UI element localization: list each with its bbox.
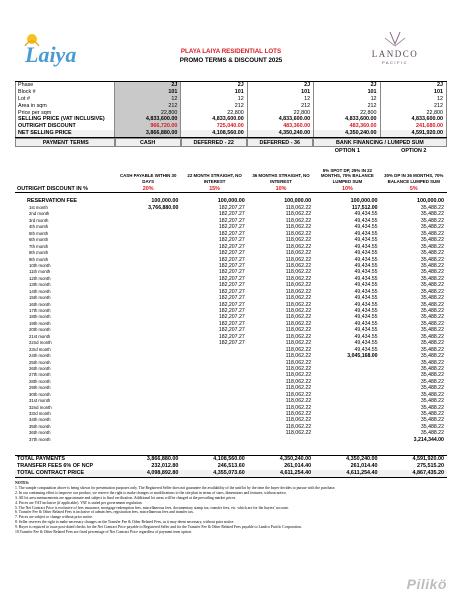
payment-amount: 118,062.22	[285, 359, 312, 366]
payment-amount: 182,207.27	[218, 327, 245, 334]
payment-amount: 118,062.22	[285, 333, 312, 340]
payment-amount: 118,062.22	[285, 320, 312, 327]
payment-terms-label: PAYMENT TERMS	[15, 138, 115, 147]
payment-amount: 182,207.27	[218, 314, 245, 321]
notes-section	[15, 481, 447, 535]
lot-info-row	[15, 96, 447, 103]
payment-amount: 182,207.27	[218, 205, 245, 212]
lot-info-row	[15, 110, 447, 117]
payment-amount: 182,207.27	[218, 237, 245, 244]
term-desc: 30% DP IN 36 MONTHS, 70% BALANCE LUMPED SUM	[384, 173, 444, 184]
payment-amount: 49,434.55	[354, 275, 378, 282]
payment-amount: 118,062.22	[285, 250, 312, 257]
term-desc: 5% SPOT DP, 25% IN 22 MONTHS, 70% BALANCE LUMPED SUM	[320, 167, 374, 184]
lot-info-value: 4,350,240.00	[248, 130, 314, 137]
payment-amount: 35,488.22	[420, 243, 444, 250]
payment-amount: 35,488.22	[420, 378, 444, 385]
payment-amount: 118,062.22	[285, 275, 312, 282]
deferred22-header: DEFERRED - 22	[181, 138, 247, 147]
discount-value: 15%	[181, 186, 247, 193]
payment-amount: 35,488.22	[420, 398, 444, 405]
payment-amount: 35,488.22	[420, 211, 444, 218]
month-label: 7th month	[29, 243, 49, 249]
payment-terms-row	[15, 138, 447, 147]
lot-info-value: 2J	[248, 82, 314, 89]
payment-amount: 49,434.55	[354, 320, 378, 327]
term-desc: 22 MONTH STRAIGHT, NO INTEREST	[187, 173, 242, 184]
payment-amount	[115, 437, 181, 443]
lot-info-value: 12	[381, 96, 447, 103]
document-title	[120, 47, 342, 65]
month-label: 9th month	[29, 256, 49, 262]
lot-info-value: 4,833,600.00	[181, 116, 247, 123]
payment-amount: 118,062.22	[285, 346, 312, 353]
payment-amount: 182,207.27	[218, 288, 245, 295]
logo-right-text: LANDCO	[371, 49, 419, 59]
lot-info-row	[15, 89, 447, 96]
payment-amount: 35,488.22	[420, 385, 444, 392]
lot-info-row	[15, 103, 447, 110]
totals-value: 4,591,920.00	[412, 456, 444, 463]
payment-amount: 35,488.22	[420, 314, 444, 321]
payment-amount: 182,207.27	[218, 308, 245, 315]
discount-value: 5%	[381, 186, 447, 193]
month-label: 3rd month	[29, 217, 49, 223]
payment-amount: 35,488.22	[420, 320, 444, 327]
month-label: 14th month	[29, 288, 51, 294]
payment-amount: 182,207.27	[218, 320, 245, 327]
payment-amount: 35,488.22	[420, 333, 444, 340]
title-line-2: PROMO TERMS & DISCOUNT 2025	[179, 57, 283, 64]
payment-amount: 35,488.22	[420, 353, 444, 360]
schedule-row	[15, 437, 447, 443]
note-item: 8. Seller reserves the right to make necessary changes on the Transfer Fee & Other Related Fees, as it may deem necessary, without prior notice.	[15, 520, 235, 525]
watermark: Pilikö	[406, 576, 447, 592]
month-label: 29th month	[29, 385, 51, 391]
lot-info-value: 101	[381, 89, 447, 96]
payment-amount: 118,062.22	[285, 269, 312, 276]
payment-amount: 3,214,344.00	[413, 436, 444, 443]
note-item: 10.Transfer Fee & Other Related Fees are fixed percentage of Net Contract Price regardless of payment term option.	[15, 530, 192, 535]
payment-amount: 49,434.55	[354, 250, 378, 257]
payment-amount: 49,434.55	[354, 224, 378, 231]
lot-info-value: 12	[314, 96, 380, 103]
payment-amount: 49,434.55	[354, 308, 378, 315]
payment-amount: 182,207.27	[218, 256, 245, 263]
lot-info-value: 22,800	[181, 110, 247, 117]
payment-amount: 35,488.22	[420, 224, 444, 231]
month-label: 12th month	[29, 275, 51, 281]
lot-info-value: 4,108,560.00	[181, 130, 247, 137]
lot-info-value: 101	[248, 89, 314, 96]
lot-info-value: 2J	[115, 82, 181, 89]
payment-amount: 118,062.22	[285, 327, 312, 334]
payment-amount: 118,062.22	[285, 211, 312, 218]
payment-amount: 35,488.22	[420, 404, 444, 411]
month-label: 36th month	[29, 430, 51, 436]
payment-amount: 118,062.22	[285, 308, 312, 315]
note-item: 4. Prices are VAT inclusive (if applicable). VAT is stated per government regulation.	[15, 500, 143, 505]
month-label: 10th month	[29, 262, 51, 268]
month-label: 5th month	[29, 230, 49, 236]
notes-title: NOTES:	[15, 481, 30, 485]
payment-amount: 118,062.22	[285, 365, 312, 372]
month-label: 30th month	[29, 391, 51, 397]
lot-info-value: 22,800	[314, 110, 380, 117]
payment-amount: 118,062.22	[285, 282, 312, 289]
bank-financing-header: BANK FINANCING / LUMPED SUM	[313, 138, 447, 147]
lot-info-value: 241,680.00	[381, 123, 447, 130]
payment-amount: 35,488.22	[420, 269, 444, 276]
lot-info-row	[15, 81, 447, 89]
totals-value: 4,098,892.80	[146, 469, 179, 476]
payment-amount: 35,488.22	[420, 275, 444, 282]
discount-row	[15, 186, 447, 193]
lot-info-value: 4,833,600.00	[314, 116, 380, 123]
payment-amount: 182,207.27	[218, 269, 245, 276]
payment-amount: 118,062.22	[285, 378, 312, 385]
payment-amount: 49,434.55	[354, 230, 378, 237]
discount-value: 10%	[314, 186, 380, 193]
payment-amount: 182,207.27	[218, 230, 245, 237]
totals-value: 3,866,880.00	[146, 456, 179, 463]
note-item: 6. Transfer Fee & Other Related Fees is inclusive of admin fees, registration fees, miscellaneous fees and transfer tax.	[15, 510, 194, 515]
totals-value: 275,515.20	[416, 463, 444, 470]
promo-table	[15, 81, 447, 478]
month-label: 27th month	[29, 372, 51, 378]
totals-value: 4,611,254.40	[279, 469, 312, 476]
reservation-value: 100,000.00	[350, 198, 378, 205]
payment-amount: 118,062.22	[285, 353, 312, 360]
payment-amount: 49,434.55	[354, 243, 378, 250]
reservation-value: 100,000.00	[217, 198, 245, 205]
lot-info-value: 12	[248, 96, 314, 103]
totals-row	[15, 463, 447, 470]
month-label: 1st month	[29, 205, 48, 211]
month-label: 13th month	[29, 282, 51, 288]
payment-amount: 118,062.22	[285, 230, 312, 237]
lot-info-label: OUTRIGHT DISCOUNT	[15, 123, 115, 130]
lot-info-value: 2J	[181, 82, 247, 89]
title-line-1: PLAYA LAIYA RESIDENTIAL LOTS	[180, 48, 282, 55]
lot-info-section	[15, 81, 447, 138]
payment-amount: 182,207.27	[218, 224, 245, 231]
totals-value: 4,355,073.60	[213, 469, 245, 476]
totals-label: TOTAL CONTRACT PRICE	[17, 469, 85, 476]
payment-amount: 35,488.22	[420, 340, 444, 347]
payment-amount: 3,766,880.00	[148, 205, 179, 212]
totals-label: TRANSFER FEES 6% OF NCP	[17, 463, 94, 470]
payment-amount: 35,488.22	[420, 288, 444, 295]
lot-info-value: 3,866,880.00	[115, 130, 181, 137]
payment-amount: 182,207.27	[218, 243, 245, 250]
month-label: 21st month	[29, 333, 51, 339]
month-label: 28th month	[29, 378, 51, 384]
payment-amount: 182,207.27	[218, 295, 245, 302]
totals-label: TOTAL PAYMENTS	[17, 456, 65, 463]
option1-header: OPTION 1	[334, 148, 360, 155]
lot-info-value: 212	[181, 103, 247, 110]
lot-info-value: 483,360.00	[248, 123, 314, 130]
payment-amount: 182,207.27	[218, 275, 245, 282]
payment-amount: 35,488.22	[420, 205, 444, 212]
lot-info-value: 4,833,600.00	[381, 116, 447, 123]
payment-amount: 35,488.22	[420, 430, 444, 437]
note-item: 2. In our continuing effort to improve our product, we reserve the right to make changes or modifications to the site plan in terms of sizes, dimensions and features, without notice.	[15, 490, 287, 495]
lot-info-value: 212	[115, 103, 181, 110]
discount-value: 20%	[115, 186, 181, 193]
lot-info-label: Price per sqm	[15, 110, 115, 117]
lot-info-value: 4,591,920.00	[381, 130, 447, 137]
month-label: 19th month	[29, 320, 51, 326]
month-label: 31st month	[29, 398, 51, 404]
landco-logo	[352, 28, 438, 68]
lot-info-value: 4,833,600.00	[248, 116, 314, 123]
logo-text: Laiya	[25, 42, 77, 67]
month-label: 23rd month	[29, 346, 51, 352]
reservation-value: 100,000.00	[151, 198, 179, 205]
lot-info-value: 2J	[381, 82, 447, 89]
payment-amount: 35,488.22	[420, 346, 444, 353]
payment-amount: 49,434.55	[354, 314, 378, 321]
totals-value: 4,350,240.00	[279, 456, 312, 463]
payment-amount: 182,207.27	[218, 340, 245, 347]
payment-amount: 182,207.27	[218, 301, 245, 308]
payment-amount: 35,488.22	[420, 282, 444, 289]
month-label: 17th month	[29, 308, 51, 314]
payment-amount: 49,434.55	[354, 295, 378, 302]
month-label: 32nd month	[29, 404, 52, 410]
payment-amount: 35,488.22	[420, 359, 444, 366]
totals-value: 4,611,254.40	[346, 469, 378, 476]
note-item: 1. The sample computation above is being shown for presentation purposes only. The Registered Seller does not guarantee the availability of the unit/lot by the time the buyer decides to pursue with the purchase.	[15, 485, 336, 490]
totals-value: 232,012.80	[151, 463, 179, 470]
payment-amount: 35,488.22	[420, 417, 444, 424]
payment-amount: 35,488.22	[420, 217, 444, 224]
cash-header: CASH	[115, 138, 181, 147]
totals-value: 261,014.40	[284, 463, 312, 470]
totals-value: 4,350,240.00	[346, 456, 378, 463]
month-label: 33rd month	[29, 411, 51, 417]
payment-amount: 182,207.27	[218, 262, 245, 269]
note-item: 9. Buyer is required to issue post-dated checks for the Net Contract Price payable to Registered Seller and for the Transfer Fee & Other Related Fees payable to Landco Pacific Corporation.	[15, 525, 302, 530]
payment-amount: 35,488.22	[420, 230, 444, 237]
month-label: 16th month	[29, 301, 51, 307]
month-label: 20th month	[29, 327, 51, 333]
month-label: 35th month	[29, 423, 51, 429]
reservation-row	[15, 198, 447, 205]
totals-value: 261,014.40	[350, 463, 378, 470]
payment-amount: 35,488.22	[420, 301, 444, 308]
payment-amount: 35,488.22	[420, 237, 444, 244]
option2-header: OPTION 2	[401, 148, 427, 155]
payment-amount: 49,434.55	[354, 301, 378, 308]
lot-info-value: 22,800	[248, 110, 314, 117]
lot-info-value: 101	[314, 89, 380, 96]
payment-amount: 49,434.55	[354, 346, 378, 353]
logo-right-sub: PACIFIC	[382, 60, 408, 65]
payment-amount: 118,062.22	[285, 372, 312, 379]
month-label: 37th month	[29, 436, 51, 442]
payment-amount: 182,207.27	[218, 250, 245, 257]
payment-amount: 35,488.22	[420, 250, 444, 257]
lot-info-value: 966,720.00	[115, 123, 181, 130]
lot-info-value: 212	[314, 103, 380, 110]
payment-amount: 117,512.00	[351, 205, 378, 212]
payment-amount: 49,434.55	[354, 262, 378, 269]
note-item: 7. Prices are subject to change without prior notice.	[15, 515, 94, 520]
month-label: 2nd month	[29, 211, 50, 217]
payment-amount: 49,434.55	[354, 327, 378, 334]
payment-amount: 49,434.55	[354, 282, 378, 289]
payment-amount: 182,207.27	[218, 217, 245, 224]
payment-amount: 35,488.22	[420, 295, 444, 302]
lot-info-value: 101	[115, 89, 181, 96]
month-label: 18th month	[29, 314, 51, 320]
payment-amount: 49,434.55	[354, 211, 378, 218]
lot-info-value: 2J	[314, 82, 380, 89]
payment-amount: 118,062.22	[285, 301, 312, 308]
month-label: 24th month	[29, 353, 51, 359]
payment-amount: 3,045,168.00	[347, 353, 378, 360]
lot-info-value: 22,800	[115, 110, 181, 117]
lot-info-value: 4,350,240.00	[314, 130, 380, 137]
payment-amount: 118,062.22	[285, 398, 312, 405]
payment-amount: 49,434.55	[354, 340, 378, 347]
reservation-label: RESERVATION FEE	[27, 198, 78, 205]
discount-label: OUTRIGHT DISCOUNT IN %	[15, 186, 115, 193]
options-row	[15, 147, 447, 156]
lot-info-label: Block #	[15, 89, 115, 96]
payment-amount: 49,434.55	[354, 269, 378, 276]
lot-info-row	[15, 116, 447, 123]
month-label: 15th month	[29, 295, 51, 301]
payment-amount: 118,062.22	[285, 217, 312, 224]
payment-amount: 118,062.22	[285, 295, 312, 302]
month-label: 22nd month	[29, 340, 52, 346]
payment-amount	[314, 437, 380, 443]
lot-info-value: 4,833,600.00	[115, 116, 181, 123]
payment-amount: 182,207.27	[218, 211, 245, 218]
payment-amount: 118,062.22	[285, 385, 312, 392]
lot-info-label: Area in sqm	[15, 103, 115, 110]
payment-amount: 35,488.22	[420, 256, 444, 263]
payment-amount: 35,488.22	[420, 423, 444, 430]
month-label: 6th month	[29, 237, 49, 243]
payment-amount: 118,062.22	[285, 423, 312, 430]
payment-amount: 182,207.27	[218, 282, 245, 289]
payment-amount: 35,488.22	[420, 327, 444, 334]
payment-amount: 35,488.22	[420, 308, 444, 315]
month-label: 25th month	[29, 359, 51, 365]
payment-amount: 118,062.22	[285, 404, 312, 411]
terms-description-row	[15, 156, 447, 186]
payment-amount: 49,434.55	[354, 237, 378, 244]
totals-section	[15, 455, 447, 478]
totals-row	[15, 455, 447, 463]
month-label: 34th month	[29, 417, 51, 423]
totals-value: 246,513.60	[217, 463, 245, 470]
term-desc: CASH PAYABLE WITHIN 30 DAYS	[119, 173, 177, 184]
lot-info-value: 12	[115, 96, 181, 103]
totals-value: 4,108,560.00	[213, 456, 245, 463]
lot-info-row	[15, 123, 447, 130]
payment-amount: 35,488.22	[420, 372, 444, 379]
totals-value: 4,867,435.20	[412, 469, 444, 476]
payment-amount: 118,062.22	[285, 417, 312, 424]
lot-info-value: 725,040.00	[181, 123, 247, 130]
payment-amount: 35,488.22	[420, 411, 444, 418]
reservation-value: 100,000.00	[416, 198, 444, 205]
payment-amount: 49,434.55	[354, 256, 378, 263]
lot-info-value: 483,360.00	[314, 123, 380, 130]
payment-amount: 182,207.27	[218, 333, 245, 340]
payment-amount: 118,062.22	[285, 243, 312, 250]
payment-amount: 118,062.22	[285, 340, 312, 347]
payment-amount: 118,062.22	[285, 224, 312, 231]
month-label: 11th month	[29, 269, 51, 275]
lot-info-label: SELLING PRICE (VAT INCLUSIVE)	[15, 116, 115, 123]
lot-info-value: 101	[181, 89, 247, 96]
lot-info-label: Phase	[15, 82, 115, 89]
payment-amount: 35,488.22	[420, 365, 444, 372]
payment-amount: 35,488.22	[420, 391, 444, 398]
month-label: 8th month	[29, 250, 49, 256]
payment-amount: 118,062.22	[285, 205, 312, 212]
lot-info-label: NET SELLING PRICE	[15, 130, 115, 137]
payment-amount: 35,488.22	[420, 262, 444, 269]
payment-amount	[181, 437, 247, 443]
term-desc: 36 MONTHS STRAIGHT, NO INTEREST	[252, 173, 310, 184]
lot-info-value: 22,800	[381, 110, 447, 117]
deferred36-header: DEFERRED - 36	[247, 138, 313, 147]
payment-amount: 118,062.22	[285, 314, 312, 321]
lot-info-row	[15, 130, 447, 138]
discount-value: 10%	[248, 186, 314, 193]
payment-amount: 49,434.55	[354, 288, 378, 295]
note-item: 3. All lot area measurements are approximate and subject to final verification. Additional lot areas will be charged at the prevailing market prices.	[15, 495, 237, 500]
payment-schedule	[15, 205, 447, 443]
payment-amount: 118,062.22	[285, 262, 312, 269]
lot-info-value: 212	[381, 103, 447, 110]
month-label: 4th month	[29, 224, 49, 230]
payment-amount: 118,062.22	[285, 430, 312, 437]
payment-amount: 118,062.22	[285, 237, 312, 244]
lot-info-label: Lot #	[15, 96, 115, 103]
payment-amount: 49,434.55	[354, 217, 378, 224]
laiya-logo	[22, 32, 104, 68]
payment-amount: 118,062.22	[285, 288, 312, 295]
reservation-value: 100,000.00	[284, 198, 312, 205]
lot-info-value: 212	[248, 103, 314, 110]
payment-amount: 49,434.55	[354, 333, 378, 340]
payment-amount: 118,062.22	[285, 256, 312, 263]
totals-row	[15, 470, 447, 478]
payment-amount	[248, 437, 314, 443]
lot-info-value: 12	[181, 96, 247, 103]
note-item: 5. The Net Contract Price is exclusive of fees insurance, mortgage redemption fees, miscellaneous fees, documentary stamp tax, transfer fees, etc. which are for the buyers' account.	[15, 505, 289, 510]
header	[0, 0, 462, 78]
month-label: 26th month	[29, 365, 51, 371]
payment-amount: 118,062.22	[285, 391, 312, 398]
payment-amount: 118,062.22	[285, 411, 312, 418]
